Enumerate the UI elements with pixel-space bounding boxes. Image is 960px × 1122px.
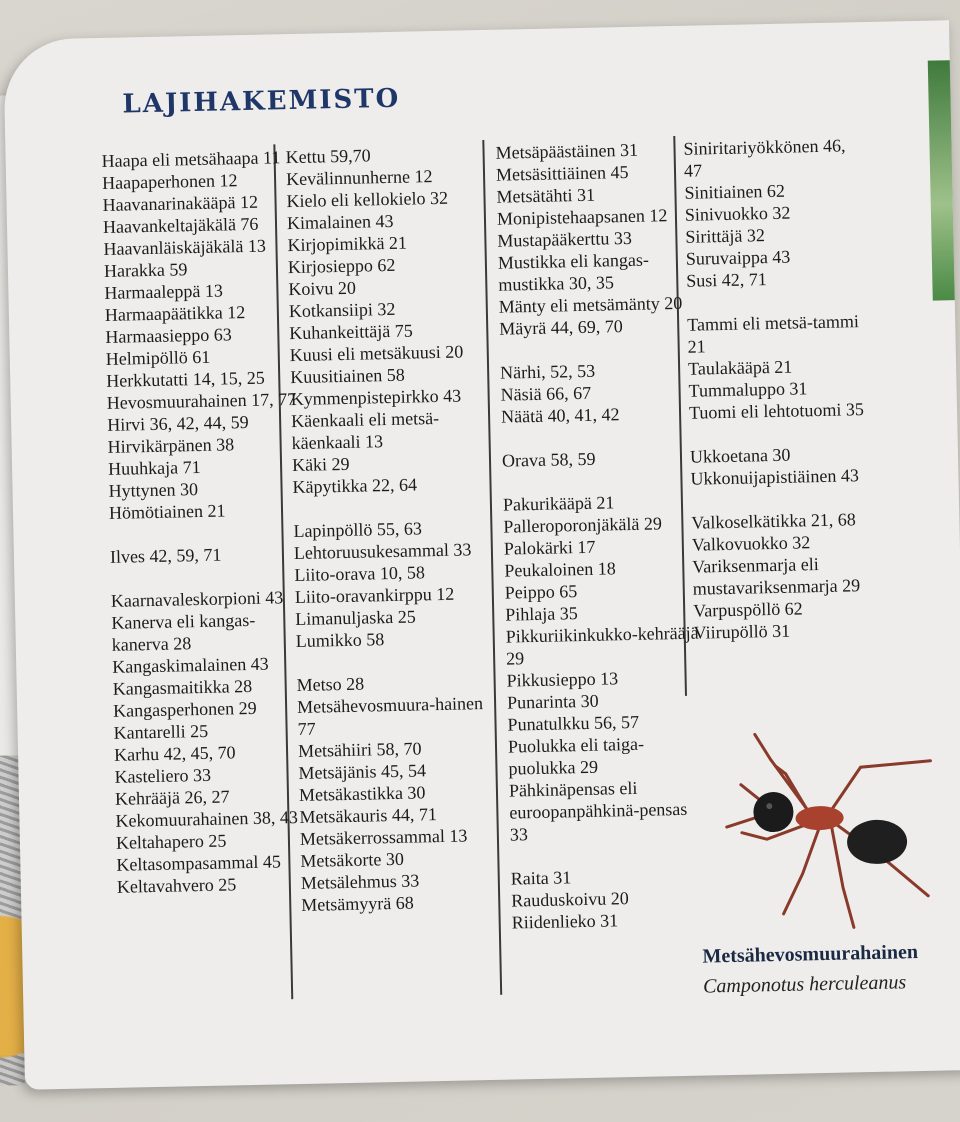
right-page-illustration	[928, 60, 955, 300]
index-entry: Harmaapäätikka 12	[104, 302, 246, 325]
index-entry: Hirvi 36, 42, 44, 59	[106, 411, 249, 435]
index-entry: Valkovuokko 32	[691, 532, 811, 555]
index-entry: Punatulkku 56, 57	[507, 711, 640, 735]
index-entry: Keltahapero 25	[115, 830, 227, 853]
index-entry: Hirvikärpänen 38	[107, 434, 235, 457]
index-entry: Puolukka eli taiga-puolukka 29	[507, 733, 645, 779]
caption-latin-name: Camponotus herculeanus	[702, 971, 907, 998]
index-entry: Hevosmuurahainen 17, 77	[106, 388, 297, 413]
index-entry: Mäyrä 44, 69, 70	[499, 316, 623, 339]
index-entry: Haapa eli metsähaapa 11	[101, 147, 281, 171]
index-entry: Kymmenpistepirkko 43	[290, 385, 462, 410]
index-entry: Metsäjänis 45, 54	[298, 760, 427, 783]
index-column-1	[101, 146, 317, 898]
index-entry: Metsätähti 31	[496, 184, 596, 207]
index-entry: Kuusi eli metsäkuusi 20	[289, 341, 464, 366]
index-entry: Käki 29	[291, 453, 350, 476]
index-entry: Karhu 42, 45, 70	[113, 742, 236, 765]
index-entry: Haapaperhonen 12	[101, 170, 238, 193]
index-column-4	[683, 134, 869, 644]
index-entry: Metsähiiri 58, 70	[297, 738, 422, 761]
index-entry: Käenkaali eli metsä-käenkaali 13	[290, 407, 440, 454]
index-entry: Kevälinnunherne 12	[285, 166, 433, 190]
index-entry: Helmipöllö 61	[105, 346, 211, 369]
index-entry: Hyttynen 30	[108, 479, 199, 501]
index-entry: Harmaasieppo 63	[105, 324, 233, 347]
index-entry: Kekomuurahainen 38, 43	[115, 807, 299, 831]
ant-thorax	[795, 806, 843, 831]
index-entry: Metsäkauris 44, 71	[299, 804, 438, 827]
index-entry: Sinitiainen 62	[684, 180, 786, 203]
index-entry: Pähkinäpensas eli euroopanpähkinä-pensas 33	[508, 777, 688, 845]
index-page	[3, 20, 960, 1090]
index-entry: Keltavahvero 25	[116, 874, 237, 897]
index-entry: Haavankeltajäkälä 76	[102, 213, 259, 237]
index-entry: Kirjosieppo 62	[287, 254, 396, 278]
index-entry: Raita 31	[510, 867, 572, 889]
index-entry: Kangasmaitikka 28	[112, 675, 253, 699]
index-entry: Käpytikka 22, 64	[292, 474, 418, 498]
index-entry: Mänty eli metsämänty 20	[498, 292, 683, 317]
index-entry: Suruvaippa 43	[685, 246, 791, 269]
index-entry: Liito-orava 10, 58	[294, 562, 426, 586]
index-entry: Metsämyyrä 68	[301, 892, 414, 915]
index-entry: Limanuljaska 25	[295, 606, 416, 630]
page-title: LAJIHAKEMISTO	[122, 83, 401, 120]
index-entry: Kantarelli 25	[113, 720, 209, 743]
index-entry: Haavanläiskäjäkälä 13	[103, 235, 267, 259]
index-entry: Metsäsittiäinen 45	[495, 161, 629, 185]
index-entry: Rauduskoivu 20	[511, 888, 629, 911]
index-entry: Kirjopimikkä 21	[287, 232, 408, 256]
index-entry: Kuusitiainen 58	[290, 364, 405, 388]
index-entry: Monipistehaapsanen 12	[496, 205, 668, 229]
index-entry: Pikkusieppo 13	[506, 668, 619, 691]
index-entry: Punarinta 30	[506, 690, 599, 713]
index-entry: Lumikko 58	[295, 629, 385, 652]
index-entry: Hömötiainen 21	[108, 500, 226, 523]
index-column-3	[495, 138, 712, 934]
index-entry: Peippo 65	[504, 581, 578, 603]
index-entry: Varpuspöllö 62	[693, 598, 803, 621]
index-entry: Variksenmarja eli mustavariksenmarja 29	[692, 554, 861, 599]
index-entry: Närhi, 52, 53	[499, 360, 596, 383]
index-column-2	[285, 142, 501, 916]
index-entry: Kielo eli kellokielo 32	[286, 187, 449, 212]
index-entry: Riidenlieko 31	[511, 910, 619, 933]
index-entry: Lapinpöllö 55, 63	[293, 518, 423, 542]
index-entry: Kangaskimalainen 43	[112, 653, 269, 677]
index-entry: Metso 28	[296, 673, 365, 696]
index-entry: Kangasperhonen 29	[112, 697, 257, 721]
index-entry: Herkkutatti 14, 15, 25	[106, 367, 265, 391]
index-entry: Haavanarinakääpä 12	[102, 191, 259, 215]
index-entry: Orava 58, 59	[501, 448, 596, 471]
ant-abdomen	[847, 819, 908, 864]
index-entry: Liito-oravankirppu 12	[294, 583, 455, 608]
index-entry: Ukkoetana 30	[689, 444, 791, 467]
index-entry: Peukaloinen 18	[504, 558, 617, 581]
index-entry: Taulakääpä 21	[687, 356, 793, 379]
index-entry: Harmaaleppä 13	[104, 280, 224, 303]
index-entry: Pihlaja 35	[505, 603, 578, 625]
index-entry: Tuomi eli lehtotuomi 35	[688, 399, 865, 423]
index-entry: Viirupöllö 31	[693, 620, 791, 643]
index-entry: Pikkuriikinkukko-kehrääjä 29	[505, 622, 699, 669]
index-entry: Pakurikääpä 21	[502, 492, 615, 515]
index-entry: Kettu 59,70	[285, 145, 371, 168]
index-entry: Kasteliero 33	[114, 764, 212, 787]
index-entry: Kuhankeittäjä 75	[289, 320, 413, 344]
index-entry: Palleroporonjäkälä 29	[503, 513, 663, 537]
index-entry: Harakka 59	[103, 259, 188, 281]
index-entry: Keltasompasammal 45	[116, 851, 282, 875]
index-entry: Näsiä 66, 67	[500, 382, 592, 405]
index-entry: Sirittäjä 32	[685, 225, 766, 247]
index-entry: Valkoselkätikka 21, 68	[691, 509, 857, 533]
index-entry: Susi 42, 71	[686, 269, 768, 291]
index-entry: Siniritariyökkönen 46, 47	[683, 135, 846, 181]
index-entry: Kehrääjä 26, 27	[114, 786, 230, 809]
index-entry: Kanerva eli kangas-kanerva 28	[111, 609, 256, 655]
index-entry: Lehtoruusukesammal 33	[293, 539, 472, 564]
index-entry: Kaarnavaleskorpioni 43	[110, 587, 284, 611]
index-entry: Mustikka eli kangas-mustikka 30, 35	[497, 249, 650, 295]
index-entry: Näätä 40, 41, 42	[500, 404, 620, 427]
index-entry: Metsäpäästäinen 31	[495, 139, 639, 163]
index-entry: Kimalainen 43	[286, 210, 394, 234]
index-entry: Ukkonuijapistiäinen 43	[690, 465, 860, 489]
index-entry: Kotkansiipi 32	[288, 298, 396, 322]
index-entry: Metsäkorte 30	[300, 848, 405, 871]
index-entry: Metsähevosmuura-hainen 77	[296, 693, 484, 740]
index-entry: Huuhkaja 71	[107, 456, 201, 479]
caption-common-name: Metsähevosmuurahainen	[702, 941, 919, 968]
index-entry: Palokärki 17	[503, 536, 596, 559]
index-entry: Mustapääkerttu 33	[497, 227, 633, 251]
index-entry: Metsäkerrossammal 13	[299, 825, 468, 849]
index-entry: Sinivuokko 32	[684, 202, 791, 225]
ant-illustration	[709, 710, 954, 935]
index-entry: Ilves 42, 59, 71	[109, 544, 222, 567]
index-entry: Tammi eli metsä-tammi 21	[687, 311, 860, 357]
index-entry: Koivu 20	[288, 277, 357, 300]
index-entry: Metsäkastikka 30	[298, 782, 426, 805]
index-entry: Metsälehmus 33	[300, 870, 420, 893]
index-entry: Tummaluppo 31	[688, 378, 808, 401]
